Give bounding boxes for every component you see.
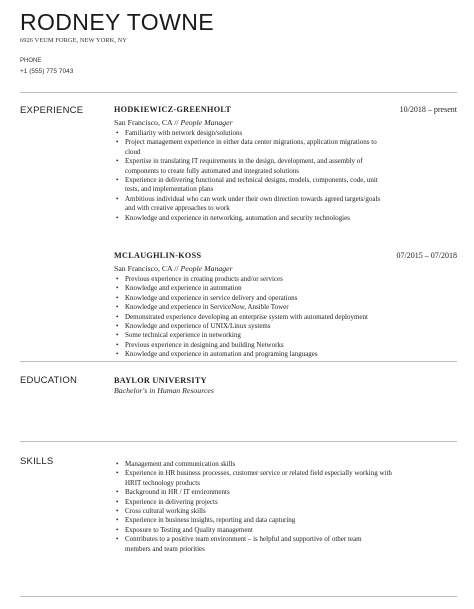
- role-separator: //: [172, 118, 181, 127]
- bullet-item: • Some technical experience in networking: [114, 331, 457, 340]
- bullet-item: • Contributes to a positive team environment – is helpful and supportive of other team: [114, 535, 457, 544]
- bullet-item: • Previous experience in designing and building Networks: [114, 341, 457, 350]
- bullet-item: • Knowledge and experience in networking, automation and security technologies: [114, 214, 457, 223]
- job-dates: 07/2015 – 07/2018: [396, 251, 457, 260]
- section-title-education: EDUCATION: [20, 375, 78, 386]
- divider: [20, 361, 457, 362]
- company-name: HODKIEWICZ-GREENHOLT: [114, 105, 232, 114]
- bullet-item: • Knowledge and experience in ServiceNow, Ansible Tower: [114, 303, 457, 312]
- job-role: People Manager: [180, 118, 233, 127]
- bullet-item: • Knowledge and experience in service delivery and operations: [114, 294, 457, 303]
- job-location-line: [114, 264, 457, 274]
- section-title-skills: SKILLS: [20, 456, 54, 467]
- job-header: [114, 105, 457, 117]
- job-header: [114, 251, 457, 263]
- candidate-name: RODNEY TOWNE: [20, 9, 214, 35]
- bullet-item: • Knowledge and experience in automation: [114, 284, 457, 293]
- section-title-experience: EXPERIENCE: [20, 105, 84, 116]
- bullet-item: • Experience in business insights, reporting and data capturing: [114, 516, 457, 525]
- job-entry: [114, 251, 457, 360]
- bullet-continuation: and with creative approaches to work: [125, 204, 230, 213]
- bullet-item: • Experience in delivering projects: [114, 498, 457, 507]
- divider: [20, 441, 457, 442]
- job-entry: [114, 105, 457, 223]
- phone-label: PHONE: [20, 58, 42, 64]
- bullet-item: • Management and communication skills: [114, 460, 457, 469]
- job-bullets: [114, 129, 457, 223]
- bullet-continuation: members and team priorities: [125, 544, 205, 553]
- bullet-item: • Demonstrated experience developing an enterprise system with automated deployment: [114, 313, 457, 322]
- job-role: People Manager: [180, 264, 233, 273]
- divider: [20, 596, 457, 597]
- job-location-line: [114, 118, 457, 128]
- bullet-item: • Familiarity with network design/solutions: [114, 129, 457, 138]
- bullet-item: • Exposure to Testing and Quality management: [114, 526, 457, 535]
- education-entry: [114, 376, 457, 396]
- bullet-continuation: HRIT technology products: [125, 478, 200, 487]
- bullet-item: • Knowledge and experience of UNIX/Linux systems: [114, 322, 457, 331]
- bullet-item: • Previous experience in creating products and/or services: [114, 275, 457, 284]
- bullet-item: • Cross cultural working skills: [114, 507, 457, 516]
- candidate-address: 6926 VEUM FORGE, NEW YORK, NY: [20, 37, 127, 44]
- degree: Bachelor's in Human Resources: [114, 386, 214, 395]
- job-location: San Francisco, CA: [114, 118, 173, 127]
- job-dates: 10/2018 – present: [399, 105, 457, 114]
- divider: [20, 92, 457, 93]
- skills-bullets: [114, 460, 457, 554]
- bullet-continuation: tests, and implementation plans: [125, 185, 214, 194]
- bullet-continuation: components to create fully automated and integrated solutions: [125, 166, 299, 175]
- bullet-item: • Knowledge and experience in automation and programing languages: [114, 350, 457, 359]
- role-separator: //: [172, 264, 181, 273]
- bullet-continuation: cloud: [125, 147, 141, 156]
- job-bullets: [114, 275, 457, 360]
- bullet-item: • Project management experience in either data center migrations, application migrations to: [114, 138, 457, 147]
- bullet-item: • Background in HR / IT environments: [114, 488, 457, 497]
- bullet-item: • Ambitious individual who can work under their own direction towards agreed targets/goals: [114, 195, 457, 204]
- bullet-item: • Experience in HR business processes, customer service or related field especially working with: [114, 469, 457, 478]
- job-location: San Francisco, CA: [114, 264, 173, 273]
- skills-entry: [114, 459, 457, 554]
- phone-number: +1 (555) 775 7043: [20, 68, 74, 75]
- company-name: MCLAUGHLIN-KOSS: [114, 251, 202, 260]
- bullet-item: • Expertise in translating IT requirements in the design, development, and assembly of: [114, 157, 457, 166]
- bullet-item: • Experience in delivering functional and technical designs, models, components, code, unit: [114, 176, 457, 185]
- school-name: BAYLOR UNIVERSITY: [114, 376, 207, 385]
